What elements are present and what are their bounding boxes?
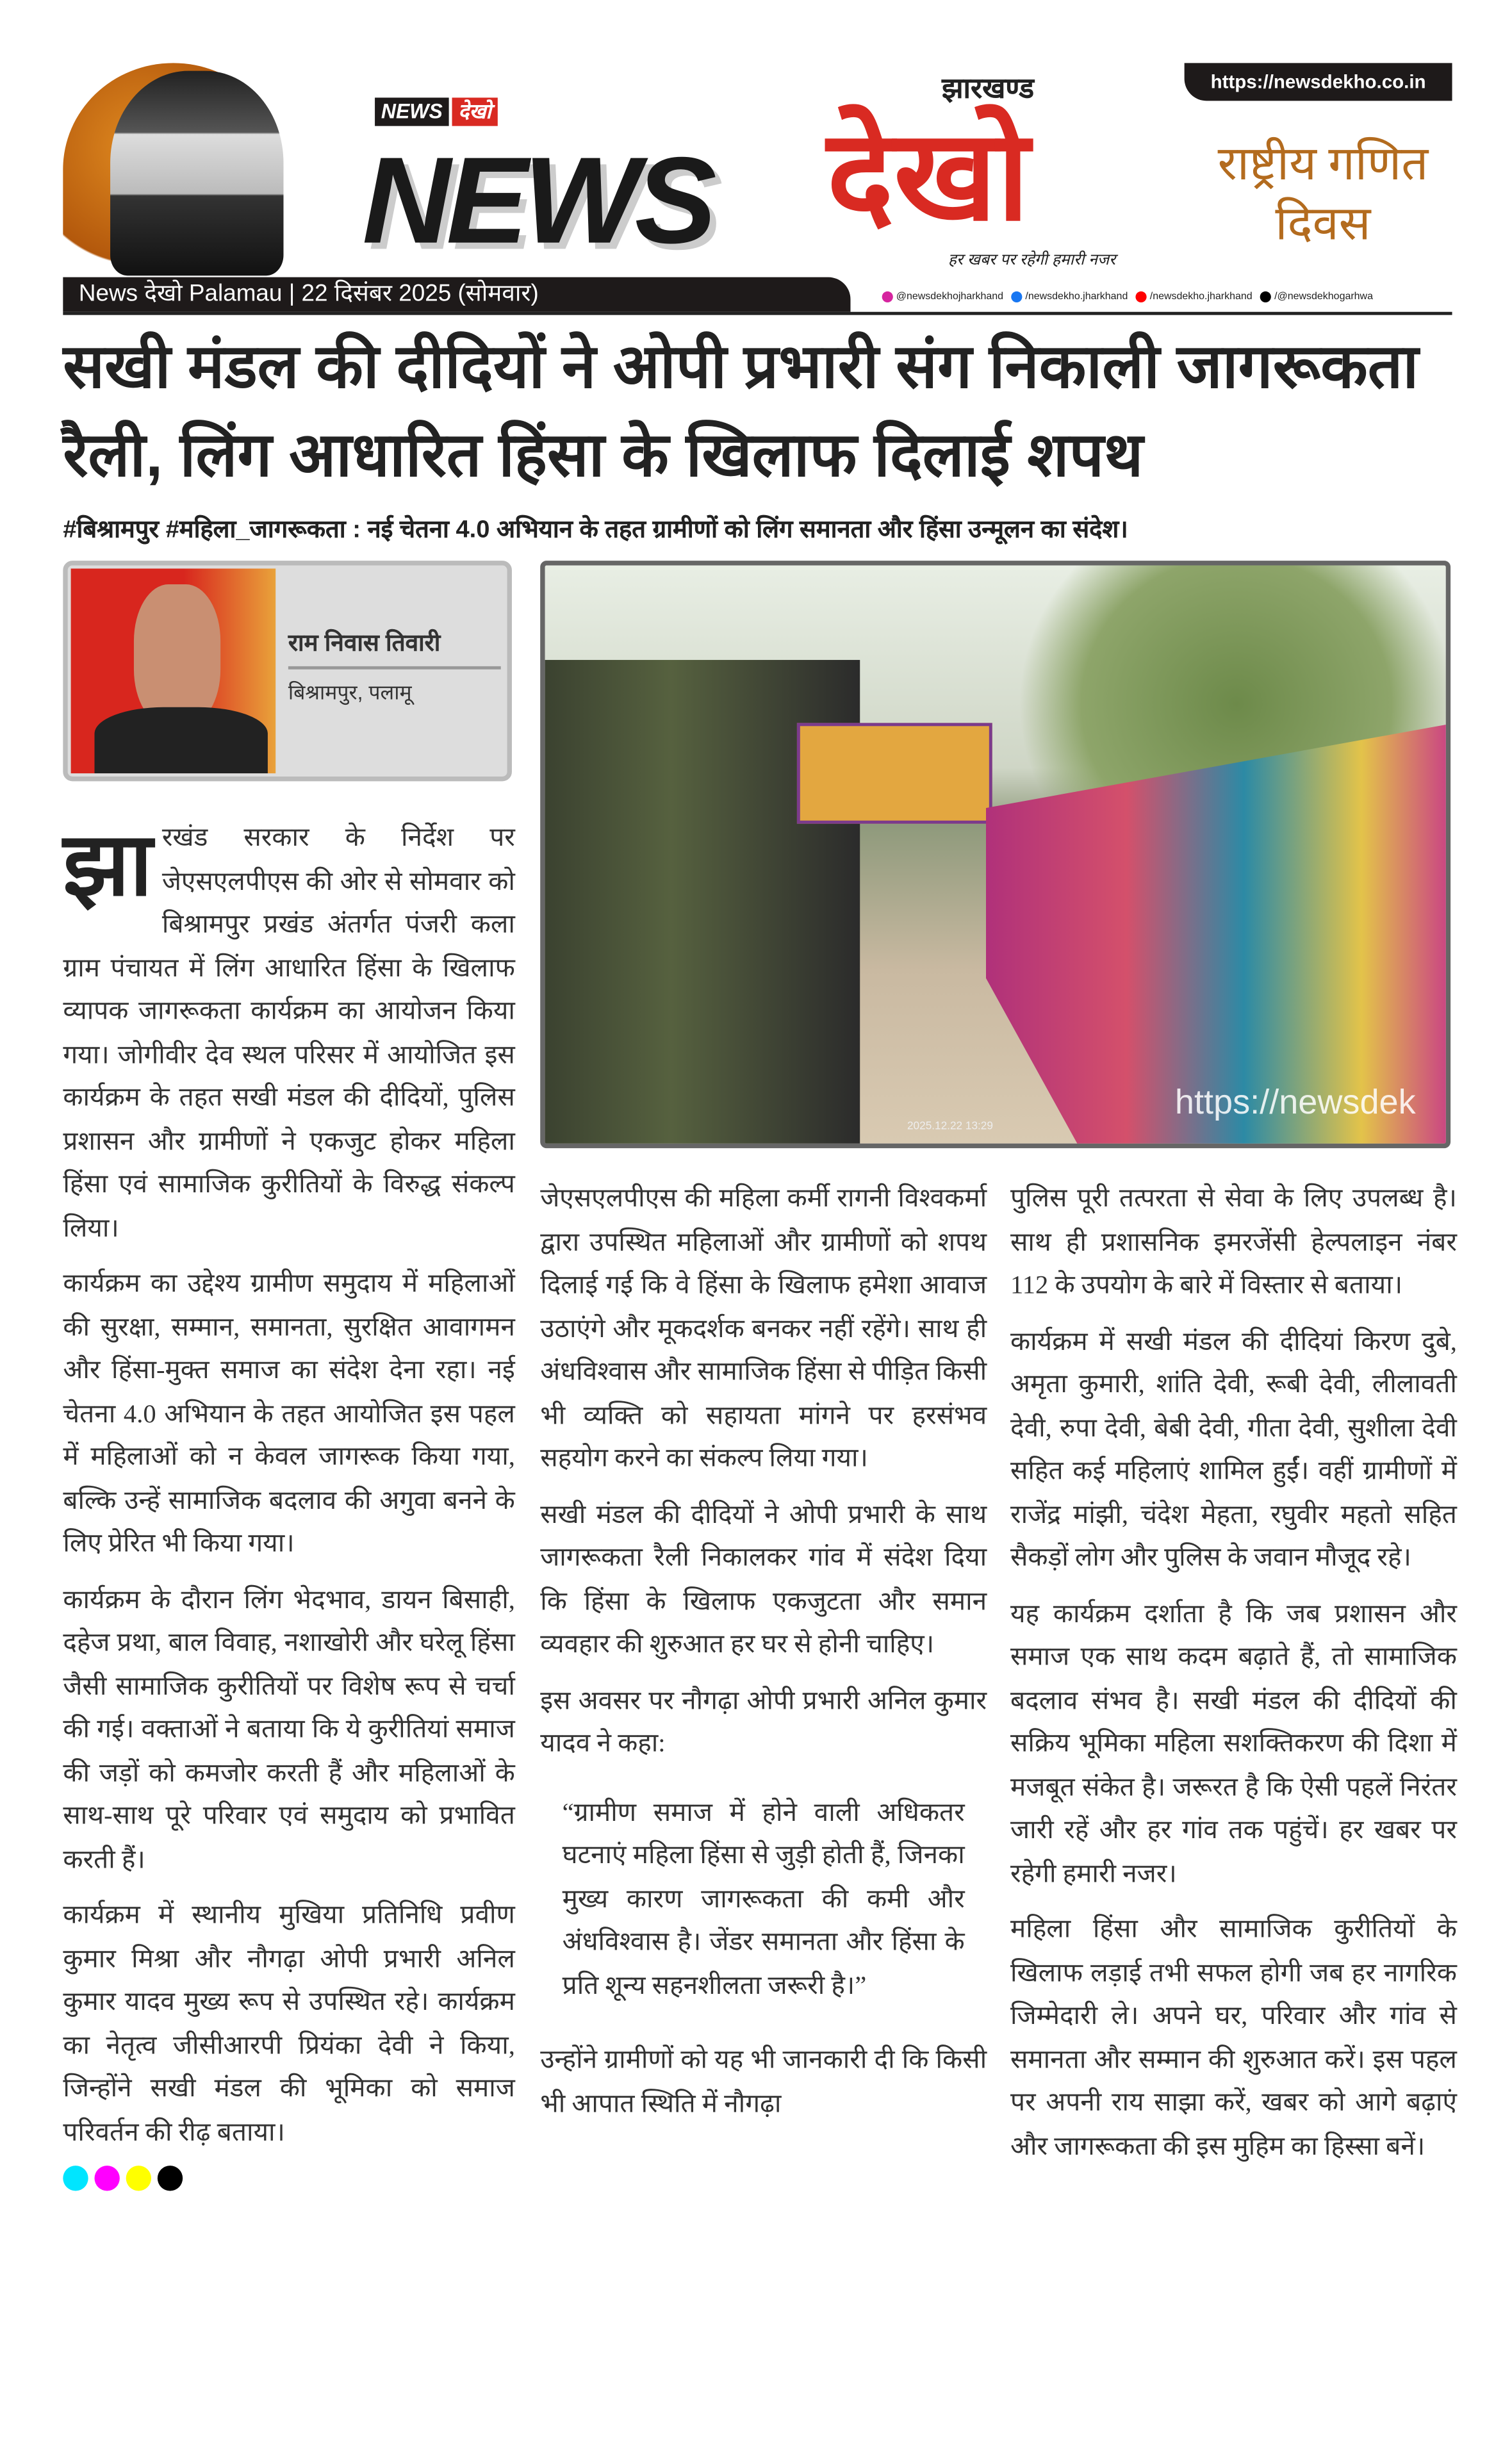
drop-cap: झा xyxy=(63,817,153,916)
author-name: राम निवास तिवारी xyxy=(288,630,441,657)
paragraph: कार्यक्रम में सखी मंडल की दीदियां किरण दुबे, अमृता कुमारी, शांति देवी, रूबी देवी, लीलावती देवी, रुपा देवी, बेबी देवी, गीता देवी, सुशीला देवी सहित कई महिलाएं शामिल हुईं। वहीं ग्रामीणों में राजेंद्र मांझी, चंदेश मेहता, रघुवीर महतो सहित सैकड़ों लोग और पुलिस के जवान मौजूद रहे। xyxy=(1010,1325,1457,1572)
photo-timestamp: 2025.12.22 13:29 xyxy=(907,1121,993,1133)
x-icon xyxy=(1260,291,1271,302)
paragraph: उन्होंने ग्रामीणों को यह भी जानकारी दी कि किसी भी आपात स्थिति में नौगढ़ा xyxy=(540,2044,987,2118)
website-url[interactable]: https://newsdekho.co.in xyxy=(1185,63,1452,101)
facebook-icon xyxy=(1011,291,1022,302)
paragraph: जेएसएलपीएस की महिला कर्मी रागनी विश्वकर्मा द्वारा उपस्थित महिलाओं और ग्रामीणों को शपथ दिलाई गई कि वे हिंसा के खिलाफ हमेशा आवाज उठाएंगे और मूकदर्शक बनकर नहीं रहेंगे। साथ ही अंधविश्वास और सामाजिक हिंसा से पीड़ित किसी भी व्यक्ति को सहायता मांगने पर हरसंभव सहयोग करने का संकल्प लिया गया। xyxy=(540,1183,987,1473)
author-photo xyxy=(71,568,276,773)
photo-watermark: https://newsdek xyxy=(1174,1081,1416,1122)
instagram-icon xyxy=(882,291,893,302)
social-youtube[interactable] xyxy=(1136,290,1253,304)
photo-banner xyxy=(797,723,992,823)
headline: सखी मंडल की दीदियों ने ओपी प्रभारी संग निकाली जागरूकता रैली, लिंग आधारित हिंसा के खिलाफ दिलाई शपथ xyxy=(63,334,1419,490)
paragraph: कार्यक्रम का उद्देश्य ग्रामीण समुदाय में महिलाओं की सुरक्षा, सम्मान, समानता, सुरक्षित आवागमन और हिंसा-मुक्त समाज का संदेश देना रहा। नई चेतना 4.0 अभियान के तहत आयोजित इस पहल में महिलाओं को न केवल जागरूक किया गया, बल्कि उन्हें सामाजिक बदलाव की अगुवा बनने के लिए प्रेरित भी किया गया। xyxy=(63,1267,515,1558)
mathematician-portrait xyxy=(110,71,283,276)
paragraph: महिला हिंसा और सामाजिक कुरीतियों के खिलाफ लड़ाई तभी सफल होगी जब हर नागरिक जिम्मेदारी ले। अपने घर, परिवार और गांव से समानता और सम्मान की शुरुआत करें। इस पहल पर अपनी राय साझा करें, खबर को आगे बढ़ाएं और जागरूकता की इस मुहिम का हिस्सा बनें। xyxy=(1010,1913,1457,2160)
author-body xyxy=(94,707,267,773)
paragraph: कार्यक्रम में स्थानीय मुखिया प्रतिनिधि प्रवीण कुमार मिश्रा और नौगढ़ा ओपी प्रभारी अनिल कुमार यादव मुख्य रूप से उपस्थित रहे। कार्यक्रम का नेतृत्व जीसीआरपी प्रियंका देवी ने किया, जिन्होंने सखी मंडल की भूमिका को समाज परिवर्तन की रीढ़ बताया। xyxy=(63,1899,515,2146)
paragraph: इस अवसर पर नौगढ़ा ओपी प्रभारी अनिल कुमार यादव ने कहा: xyxy=(540,1684,987,1758)
social-handle: /newsdekho.jharkhand xyxy=(1149,291,1253,302)
edition-date: 22 दिसंबर 2025 (सोमवार) xyxy=(301,280,539,308)
article xyxy=(63,324,1457,2191)
social-handle: @newsdekhojharkhand xyxy=(896,291,1004,302)
article-column-2 xyxy=(540,1176,987,2180)
small-logo xyxy=(375,97,498,126)
author-location: बिश्रामपुर, पलामू xyxy=(288,680,412,704)
magenta-dot xyxy=(94,2166,119,2191)
youtube-icon xyxy=(1136,291,1147,302)
paragraph: रखंड सरकार के निर्देश पर जेएसएलपीएस की ओर से सोमवार को बिश्रामपुर प्रखंड अंतर्गत पंजरी कला ग्राम पंचायत में लिंग आधारित हिंसा के खिलाफ व्यापक जागरूकता कार्यक्रम का आयोजन किया गया। जोगीवीर देव स्थल परिसर में आयोजित इस कार्यक्रम के तहत सखी मंडल की दीदियों, पुलिस प्रशासन और ग्रामीणों ने एकजुट होकर महिला हिंसा एवं सामाजिक कुरीतियों के विरुद्ध संकल्प लिया। xyxy=(63,822,515,1242)
masthead-divider xyxy=(63,312,1452,315)
social-handle: /@newsdekhogarhwa xyxy=(1274,291,1373,302)
small-logo-dekho: देखो xyxy=(452,97,498,126)
small-logo-news: NEWS xyxy=(375,97,449,126)
registration-marks xyxy=(63,2166,515,2191)
paragraph: कार्यक्रम के दौरान लिंग भेदभाव, डायन बिसाही, दहेज प्रथा, बाल विवाह, नशाखोरी और घरेलू हिंसा जैसी सामाजिक कुरीतियों पर विशेष रूप से चर्चा की गई। वक्ताओं ने बताया कि ये कुरीतियां समाज की जड़ों को कमजोर करती हैं और महिलाओं के साथ-साथ पूरे परिवार एवं समुदाय को प्रभावित करती हैं। xyxy=(63,1583,515,1874)
author-face xyxy=(134,584,220,726)
yellow-dot xyxy=(126,2166,151,2191)
social-instagram[interactable] xyxy=(882,290,1003,304)
news-photo xyxy=(540,561,1450,1148)
quote: “ग्रामीण समाज में होने वाली अधिकतर घटनाएं महिला हिंसा से जुड़ी होती हैं, जिनका मुख्य कारण जागरूकता की कमी और अंधविश्वास है। जेंडर समानता और हिंसा के प्रति शून्य सहनशीलता जरूरी है।” xyxy=(562,1796,965,2000)
logo-region: झारखण्ड xyxy=(942,72,1034,104)
article-column-3 xyxy=(1010,1176,1457,2180)
social-x[interactable] xyxy=(1260,290,1373,304)
paragraph: पुलिस पूरी तत्परता से सेवा के लिए उपलब्ध है। साथ ही प्रशासनिक इमरजेंसी हेल्पलाइन नंबर 112 के उपयोग के बारे में विस्तार से बताया। xyxy=(1010,1183,1457,1300)
author-divider xyxy=(288,666,501,670)
logo-news: NEWS xyxy=(362,131,712,270)
special-day-label: राष्ट्रीय गणित दिवस xyxy=(1217,138,1429,251)
author-info xyxy=(288,629,501,705)
paragraph: सखी मंडल की दीदियों ने ओपी प्रभारी के साथ जागरूकता रैली निकालकर गांव में संदेश दिया कि हिंसा के खिलाफ एकजुटता और समान व्यवहार की शुरुआत हर घर से होनी चाहिए। xyxy=(540,1499,987,1659)
author-box xyxy=(63,561,512,781)
cyan-dot xyxy=(63,2166,88,2191)
edition-date-bar: News देखो Palamau | 22 दिसंबर 2025 (सोमवार) xyxy=(63,277,850,312)
social-handles xyxy=(882,290,1373,304)
left-column xyxy=(63,561,515,2191)
article-column-1 xyxy=(63,816,515,2153)
tagline: हर खबर पर रहेगी हमारी नजर xyxy=(948,252,1116,270)
subheadline: #बिश्रामपुर #महिला_जागरूकता : नई चेतना 4.0 अभियान के तहत ग्रामीणों को लिंग समानता और हिंसा उन्मूलन का संदेश। xyxy=(63,516,1128,544)
paragraph: यह कार्यक्रम दर्शाता है कि जब प्रशासन और समाज एक साथ कदम बढ़ाते हैं, तो सामाजिक बदलाव संभव है। सखी मंडल की दीदियों की सक्रिय भूमिका महिला सशक्तिकरण की दिशा में मजबूत संकेत है। जरूरत है कि ऐसी पहलें निरंतर जारी रहें और हर गांव तक पहुंचें। हर खबर पर रहेगी हमारी नजर। xyxy=(1010,1597,1457,1888)
social-handle: /newsdekho.jharkhand xyxy=(1025,291,1128,302)
article-body xyxy=(63,561,1457,2191)
logo-dekho: देखो xyxy=(826,105,1030,246)
black-dot xyxy=(158,2166,183,2191)
right-side xyxy=(540,561,1457,2180)
article-columns xyxy=(540,1176,1457,2180)
social-facebook[interactable] xyxy=(1011,290,1128,304)
edition-name: News देखो Palamau xyxy=(78,280,283,308)
